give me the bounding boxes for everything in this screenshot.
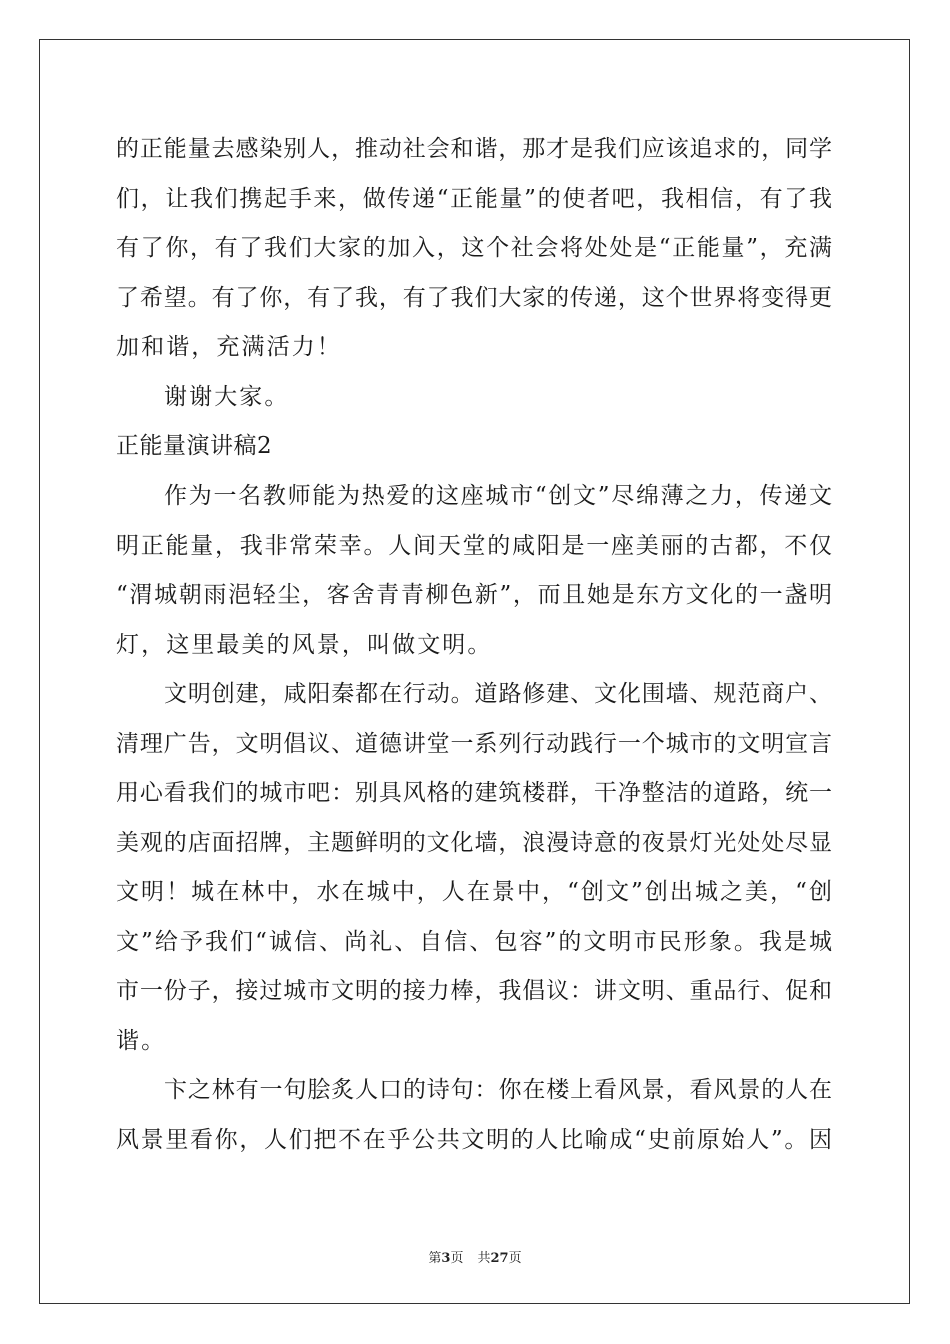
text-line: 清理广告，文明倡议、道德讲堂一系列行动践行一个城市的文明宣言 xyxy=(116,731,832,757)
section-heading: 正能量演讲稿2 xyxy=(116,433,273,459)
text-line: 风景里看你，人们把不在乎公共文明的人比喻成“史前原始人”。因 xyxy=(116,1127,832,1153)
text-line: 用心看我们的城市吧：别具风格的建筑楼群，干净整洁的道路，统一 xyxy=(116,780,832,806)
text-line: 们，让我们携起手来，做传递“正能量”的使者吧，我相信，有了我 xyxy=(116,186,832,212)
text-line: 文”给予我们“诚信、尚礼、自信、包容”的文明市民形象。我是城 xyxy=(116,929,832,955)
text-line: 的正能量去感染别人，推动社会和谐，那才是我们应该追求的，同学 xyxy=(116,136,832,162)
page-footer xyxy=(0,1247,950,1266)
text-line: 加和谐，充满活力！ xyxy=(116,334,342,360)
page-total: 27 xyxy=(490,1251,509,1266)
paragraph-start-line: 卞之林有一句脍炙人口的诗句：你在楼上看风景，看风景的人在 xyxy=(164,1077,832,1103)
text-line: 有了你，有了我们大家的加入，这个社会将处处是“正能量”，充满 xyxy=(116,235,832,261)
text-line: 了希望。有了你，有了我，有了我们大家的传递，这个世界将变得更 xyxy=(116,285,832,311)
text-line: 文明！城在林中，水在城中，人在景中，“创文”创出城之美，“创 xyxy=(116,879,832,905)
closing-line: 谢谢大家。 xyxy=(164,384,290,410)
total-prefix: 共 xyxy=(477,1251,491,1266)
page-unit: 页 xyxy=(450,1251,464,1266)
paragraph-start-line: 文明创建，咸阳秦都在行动。道路修建、文化围墙、规范商户、 xyxy=(164,681,832,707)
text-line: 灯，这里最美的风景，叫做文明。 xyxy=(116,632,493,658)
page-prefix: 第 xyxy=(428,1251,442,1266)
text-line: 美观的店面招牌，主题鲜明的文化墙，浪漫诗意的夜景灯光处处尽显 xyxy=(116,830,832,856)
text-line: 市一份子，接过城市文明的接力棒，我倡议：讲文明、重品行、促和 xyxy=(116,978,832,1004)
text-line: 明正能量，我非常荣幸。人间天堂的咸阳是一座美丽的古都，不仅 xyxy=(116,533,832,559)
text-line: 谐。 xyxy=(116,1028,167,1054)
total-unit: 页 xyxy=(508,1251,522,1266)
page-current: 3 xyxy=(441,1251,451,1266)
text-line: “渭城朝雨浥轻尘，客舍青青柳色新”，而且她是东方文化的一盏明 xyxy=(116,582,832,608)
paragraph-start-line: 作为一名教师能为热爱的这座城市“创文”尽绵薄之力，传递文 xyxy=(164,483,832,509)
